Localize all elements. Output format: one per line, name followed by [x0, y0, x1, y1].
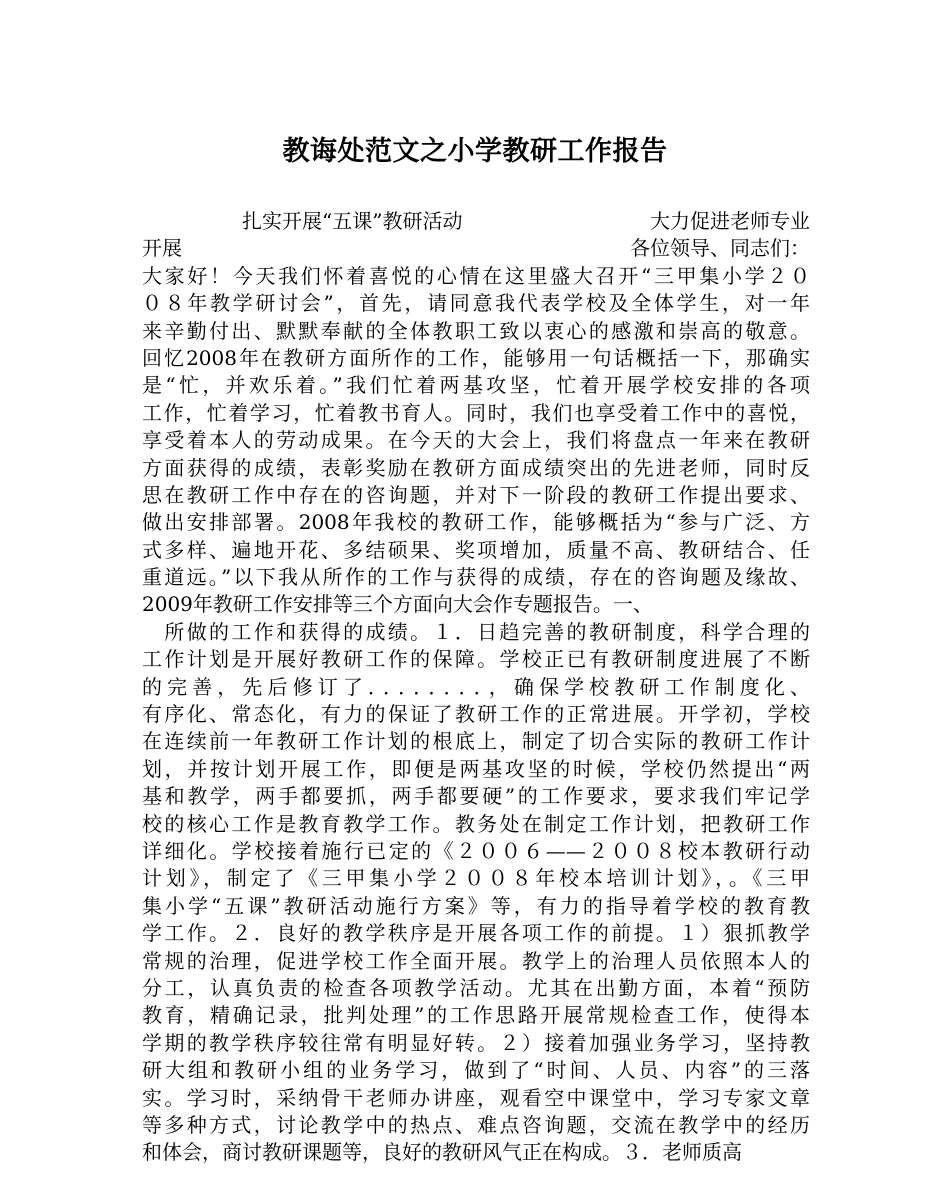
- subtitle-left: 扎实开展“五课”教研活动: [242, 209, 463, 233]
- paragraph-line: 的完善，先后修订了．．．．．．．．，确保学校教研工作制度化、: [142, 674, 810, 699]
- paragraph-line: 回忆2008年在教研方面所作的工作，能够用一句话概括一下，那确实: [142, 345, 810, 370]
- paragraph-line: 重道远。”以下我从所作的工作与获得的成绩，存在的咨询题及缘故、: [142, 565, 810, 590]
- paragraph-line: 享受着本人的劳动成果。在今天的大会上，我们将盘点一年来在教研: [142, 428, 810, 453]
- paragraph-line: 在连续前一年教研工作计划的根底上，制定了切合实际的教研工作计: [142, 729, 810, 754]
- paragraph-line: 所做的工作和获得的成绩。１．日趋完善的教研制度，科学合理的: [142, 619, 810, 644]
- paragraph-line: ０８年教学研讨会”，首先，请同意我代表学校及全体学生，对一年: [142, 291, 810, 316]
- document-title: 教诲处范文之小学教研工作报告: [282, 136, 668, 167]
- paragraph-line: 式多样、遍地开花、多结硕果、奖项增加，质量不高、教研结合、任: [142, 537, 810, 562]
- paragraph-line: 划，并按计划开展工作，即便是两基攻坚的时候，学校仍然提出“两: [142, 756, 810, 781]
- paragraph-line: 基和教学，两手都要抓，两手都要硬”的工作要求，要求我们牢记学: [142, 784, 810, 809]
- paragraph-line: 集小学“五课”教研活动施行方案》等，有力的指导着学校的教育教: [142, 893, 810, 918]
- paragraph-line: 2009年教研工作安排等三个方面向大会作专题报告。一、: [142, 592, 653, 617]
- paragraph-line: 来辛勤付出、默默奉献的全体教职工致以衷心的感激和崇高的敬意。: [142, 318, 810, 343]
- paragraph-line: 学期的教学秩序较往常有明显好转。２）接着加强业务学习，坚持教: [142, 1030, 810, 1055]
- paragraph-line: 方面获得的成绩，表彰奖励在教研方面成绩突出的先进老师，同时反: [142, 455, 810, 480]
- paragraph-line: 详细化。学校接着施行已定的《２００６——２００８校本教研行动: [142, 838, 810, 863]
- paragraph-line: 研大组和教研小组的业务学习，做到了“时间、人员、内容”的三落: [142, 1058, 810, 1083]
- paragraph-line: 常规的治理，促进学校工作全面开展。教学上的治理人员依照本人的: [142, 948, 810, 973]
- paragraph-lines: [142, 263, 810, 1167]
- paragraph-line: 教育，精确记录，批判处理”的工作思路开展常规检查工作，使得本: [142, 1003, 810, 1028]
- paragraph-line: 校的核心工作是教育教学工作。教务处在制定工作计划，把教研工作: [142, 811, 810, 836]
- paragraph-line: 大家好！今天我们怀着喜悦的心情在这里盛大召开“三甲集小学２０: [142, 263, 810, 288]
- paragraph-line: 是“忙，并欢乐着。”我们忙着两基攻坚，忙着开展学校安排的各项: [142, 373, 810, 398]
- subtitle-cont-line: [142, 235, 810, 262]
- subtitle-right: 大力促进老师专业: [650, 209, 810, 233]
- subtitle-cont: 开展: [142, 236, 182, 261]
- paragraph-line: 实。学习时，采纳骨干老师办讲座，观看空中课堂中，学习专家文章: [142, 1085, 810, 1110]
- paragraph-line: 做出安排部署。2008年我校的教研工作，能够概括为“参与广泛、方: [142, 510, 810, 535]
- paragraph-line: 等多种方式，讨论教学中的热点、难点咨询题，交流在教学中的经历: [142, 1112, 810, 1137]
- paragraph-line: 分工，认真负责的检查各项教学活动。尤其在出勤方面，本着“预防: [142, 975, 810, 1000]
- paragraph-line: 有序化、常态化，有力的保证了教研工作的正常进展。开学初，学校: [142, 702, 810, 727]
- document-body: [142, 208, 810, 1167]
- paragraph-line: 工作计划是开展好教研工作的保障。学校正已有教研制度进展了不断: [142, 647, 810, 672]
- paragraph-line: 学工作。２．良好的教学秩序是开展各项工作的前提。１）狠抓教学: [142, 921, 810, 946]
- greeting: 各位领导、同志们：: [630, 236, 810, 261]
- paragraph-line: 工作，忙着学习，忙着教书育人。同时，我们也享受着工作中的喜悦，: [142, 400, 810, 425]
- paragraph-line: 计划》，制定了《三甲集小学２００８年校本培训计划》，。《三甲: [142, 866, 810, 891]
- paragraph-line: 和体会，商讨教研课题等，良好的教研风气正在构成。３．老师质高: [142, 1140, 742, 1165]
- subtitle-line: [142, 208, 810, 235]
- paragraph-line: 思在教研工作中存在的咨询题，并对下一阶段的教研工作提出要求、: [142, 482, 810, 507]
